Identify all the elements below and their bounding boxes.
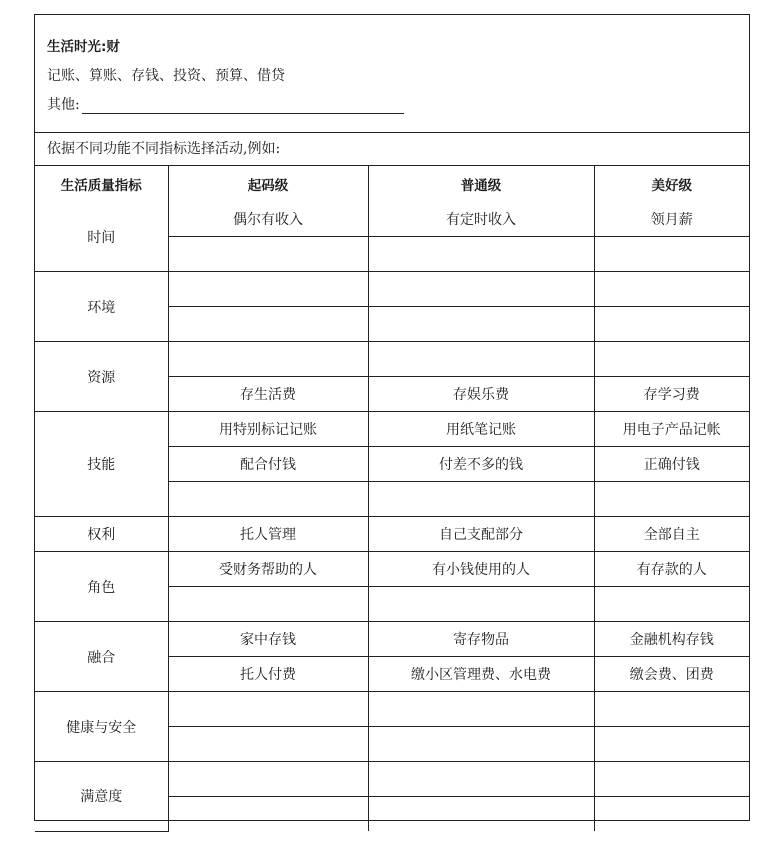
indicator-cell: 资源 — [35, 342, 168, 412]
table-cell: 偶尔有收入 — [168, 202, 368, 237]
column-header: 起码级 — [168, 166, 368, 202]
indicator-cell: 融合 — [35, 622, 168, 692]
table-cell: 家中存钱 — [168, 622, 368, 657]
table-cell — [594, 797, 749, 832]
table-header-row — [35, 166, 749, 202]
table-cell — [168, 692, 368, 727]
table-row — [35, 202, 749, 237]
table-cell — [168, 797, 368, 832]
table-cell: 托人付费 — [168, 657, 368, 692]
indicator-cell: 技能 — [35, 412, 168, 517]
other-label: 其他: — [47, 97, 80, 113]
table-cell: 有存款的人 — [594, 552, 749, 587]
indicator-cell: 满意度 — [35, 762, 168, 832]
table-row — [35, 552, 749, 587]
table-cell: 用电子产品记帐 — [594, 412, 749, 447]
table-cell — [368, 482, 594, 517]
table-cell — [594, 727, 749, 762]
quality-indicator-table — [35, 166, 749, 832]
table-cell: 缴会费、团费 — [594, 657, 749, 692]
table-cell: 存娱乐费 — [368, 377, 594, 412]
table-row — [35, 762, 749, 797]
table-cell — [368, 727, 594, 762]
table-cell — [368, 692, 594, 727]
indicator-cell: 角色 — [35, 552, 168, 622]
table-row — [35, 272, 749, 307]
table-cell — [594, 272, 749, 307]
table-cell — [168, 482, 368, 517]
table-cell — [594, 307, 749, 342]
instruction-note: 依据不同功能不同指标选择活动,例如: — [35, 133, 749, 166]
table-cell — [168, 237, 368, 272]
table-body — [35, 202, 749, 831]
table-cell: 受财务帮助的人 — [168, 552, 368, 587]
table-cell — [368, 342, 594, 377]
table-cell: 缴小区管理费、水电费 — [368, 657, 594, 692]
table-row — [35, 622, 749, 657]
table-cell — [368, 272, 594, 307]
table-cell — [168, 587, 368, 622]
table-row — [35, 517, 749, 552]
section-title: 生活时光:财 — [47, 39, 120, 55]
table-cell — [168, 727, 368, 762]
other-field — [47, 94, 404, 114]
table-cell — [594, 692, 749, 727]
table-cell — [168, 307, 368, 342]
header-section — [35, 15, 749, 133]
indicator-cell: 时间 — [35, 202, 168, 272]
table-cell: 用纸笔记账 — [368, 412, 594, 447]
indicator-cell: 健康与安全 — [35, 692, 168, 762]
table-cell: 自己支配部分 — [368, 517, 594, 552]
table-cell: 正确付钱 — [594, 447, 749, 482]
table-cell — [594, 587, 749, 622]
column-header: 美好级 — [651, 178, 692, 194]
table-cell: 托人管理 — [168, 517, 368, 552]
indicator-cell: 环境 — [35, 272, 168, 342]
table-cell — [368, 307, 594, 342]
table-cell — [594, 342, 749, 377]
table-cell: 寄存物品 — [368, 622, 594, 657]
table-cell: 配合付钱 — [168, 447, 368, 482]
table-cell: 有定时收入 — [368, 202, 594, 237]
table-cell: 领月薪 — [594, 202, 749, 237]
table-cell — [368, 587, 594, 622]
table-cell — [168, 762, 368, 797]
table-cell — [594, 482, 749, 517]
indicator-cell: 权利 — [35, 517, 168, 552]
table-cell: 全部自主 — [594, 517, 749, 552]
table-cell: 付差不多的钱 — [368, 447, 594, 482]
table-cell: 存学习费 — [594, 377, 749, 412]
table-cell — [594, 237, 749, 272]
table-cell — [168, 342, 368, 377]
table-cell: 存生活费 — [168, 377, 368, 412]
table-cell: 金融机构存钱 — [594, 622, 749, 657]
table-row — [35, 692, 749, 727]
table-cell — [168, 272, 368, 307]
other-input-line[interactable] — [82, 98, 404, 114]
table-cell — [368, 237, 594, 272]
table-row — [35, 412, 749, 447]
table-cell: 有小钱使用的人 — [368, 552, 594, 587]
worksheet-frame — [34, 14, 750, 821]
table-row — [35, 342, 749, 377]
column-header: 普通级 — [368, 166, 594, 202]
activity-list: 记账、算账、存钱、投资、预算、借贷 — [47, 68, 285, 84]
table-cell: 用特别标记记账 — [168, 412, 368, 447]
column-header: 生活质量指标 — [35, 166, 168, 202]
table-cell — [368, 762, 594, 797]
table-cell — [594, 762, 749, 797]
table-cell — [368, 797, 594, 832]
